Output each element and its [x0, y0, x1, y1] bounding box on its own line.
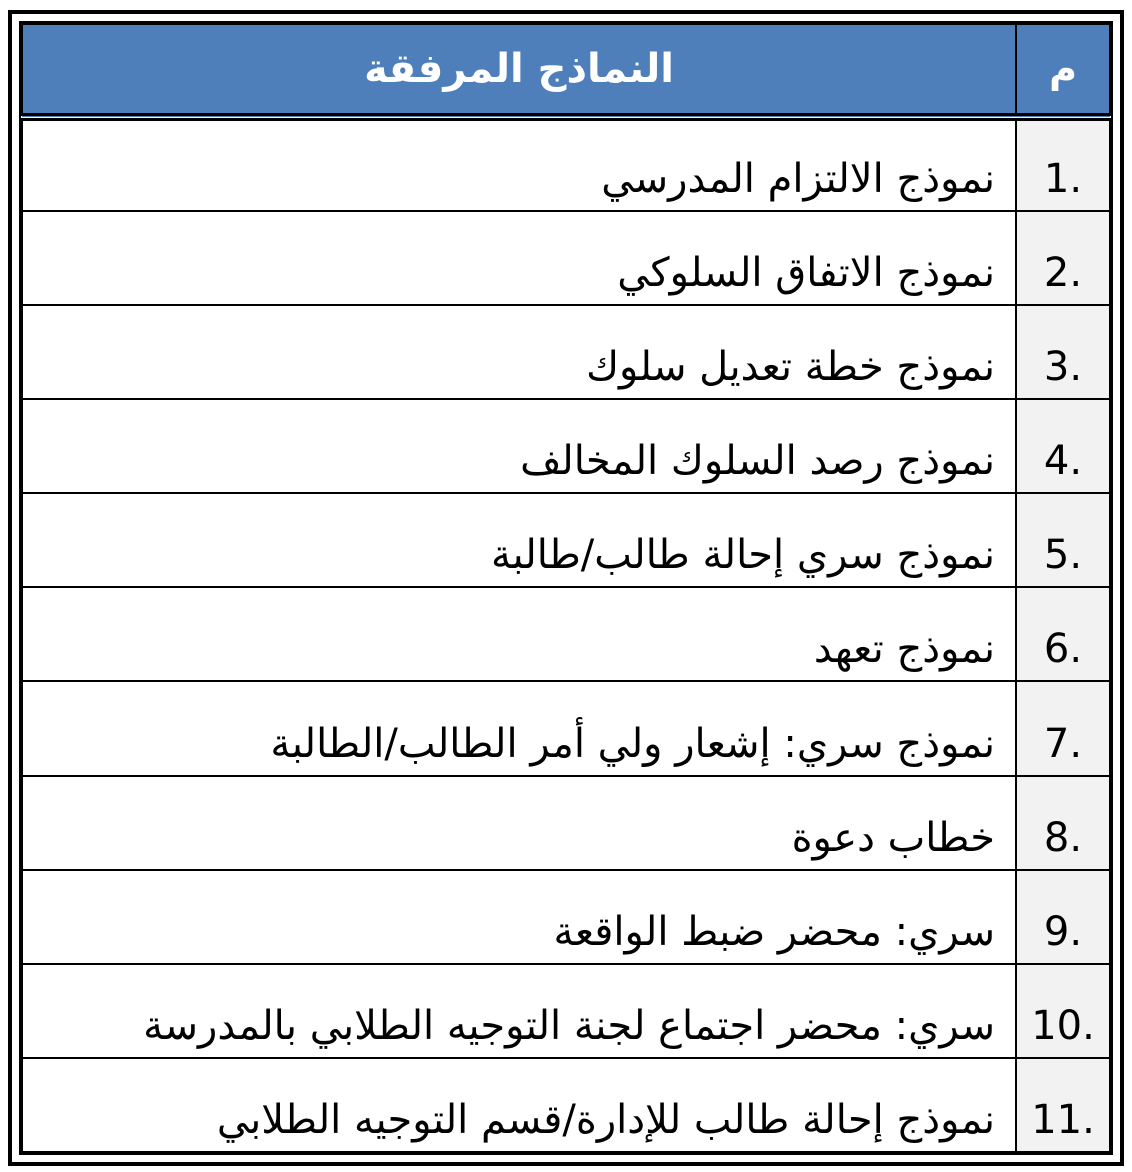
row-number: 8. — [1016, 776, 1110, 870]
table-header-row — [22, 24, 1110, 117]
row-number: 11. — [1016, 1058, 1110, 1152]
row-text: نموذج رصد السلوك المخالف — [22, 399, 1016, 493]
table-row — [22, 776, 1110, 870]
row-text: نموذج الالتزام المدرسي — [22, 117, 1016, 211]
table-row — [22, 399, 1110, 493]
row-number: 10. — [1016, 964, 1110, 1058]
row-text: نموذج تعهد — [22, 587, 1016, 681]
row-text: سري: محضر اجتماع لجنة التوجيه الطلابي بالمدرسة — [22, 964, 1016, 1058]
title-column-header: النماذج المرفقة — [22, 24, 1016, 117]
table-row — [22, 211, 1110, 305]
table-row — [22, 493, 1110, 587]
row-number: 2. — [1016, 211, 1110, 305]
row-number: 6. — [1016, 587, 1110, 681]
row-number: 3. — [1016, 305, 1110, 399]
row-text: نموذج سري إحالة طالب/طالبة — [22, 493, 1016, 587]
table-row — [22, 117, 1110, 211]
attachments-table — [21, 23, 1111, 1153]
row-text: نموذج سري: إشعار ولي أمر الطالب/الطالبة — [22, 681, 1016, 775]
table-row — [22, 681, 1110, 775]
row-number: 4. — [1016, 399, 1110, 493]
row-number: 9. — [1016, 870, 1110, 964]
table-row — [22, 870, 1110, 964]
number-column-header: م — [1016, 24, 1110, 117]
row-text: خطاب دعوة — [22, 776, 1016, 870]
row-text: نموذج خطة تعديل سلوك — [22, 305, 1016, 399]
table-row — [22, 1058, 1110, 1152]
table-row — [22, 587, 1110, 681]
row-text: سري: محضر ضبط الواقعة — [22, 870, 1016, 964]
row-number: 5. — [1016, 493, 1110, 587]
table-row — [22, 964, 1110, 1058]
attachments-table-frame — [8, 10, 1124, 1166]
row-text: نموذج الاتفاق السلوكي — [22, 211, 1016, 305]
table-row — [22, 305, 1110, 399]
row-number: 1. — [1016, 117, 1110, 211]
row-text: نموذج إحالة طالب للإدارة/قسم التوجيه الطلابي — [22, 1058, 1016, 1152]
attachments-table-inner — [19, 21, 1113, 1155]
row-number: 7. — [1016, 681, 1110, 775]
